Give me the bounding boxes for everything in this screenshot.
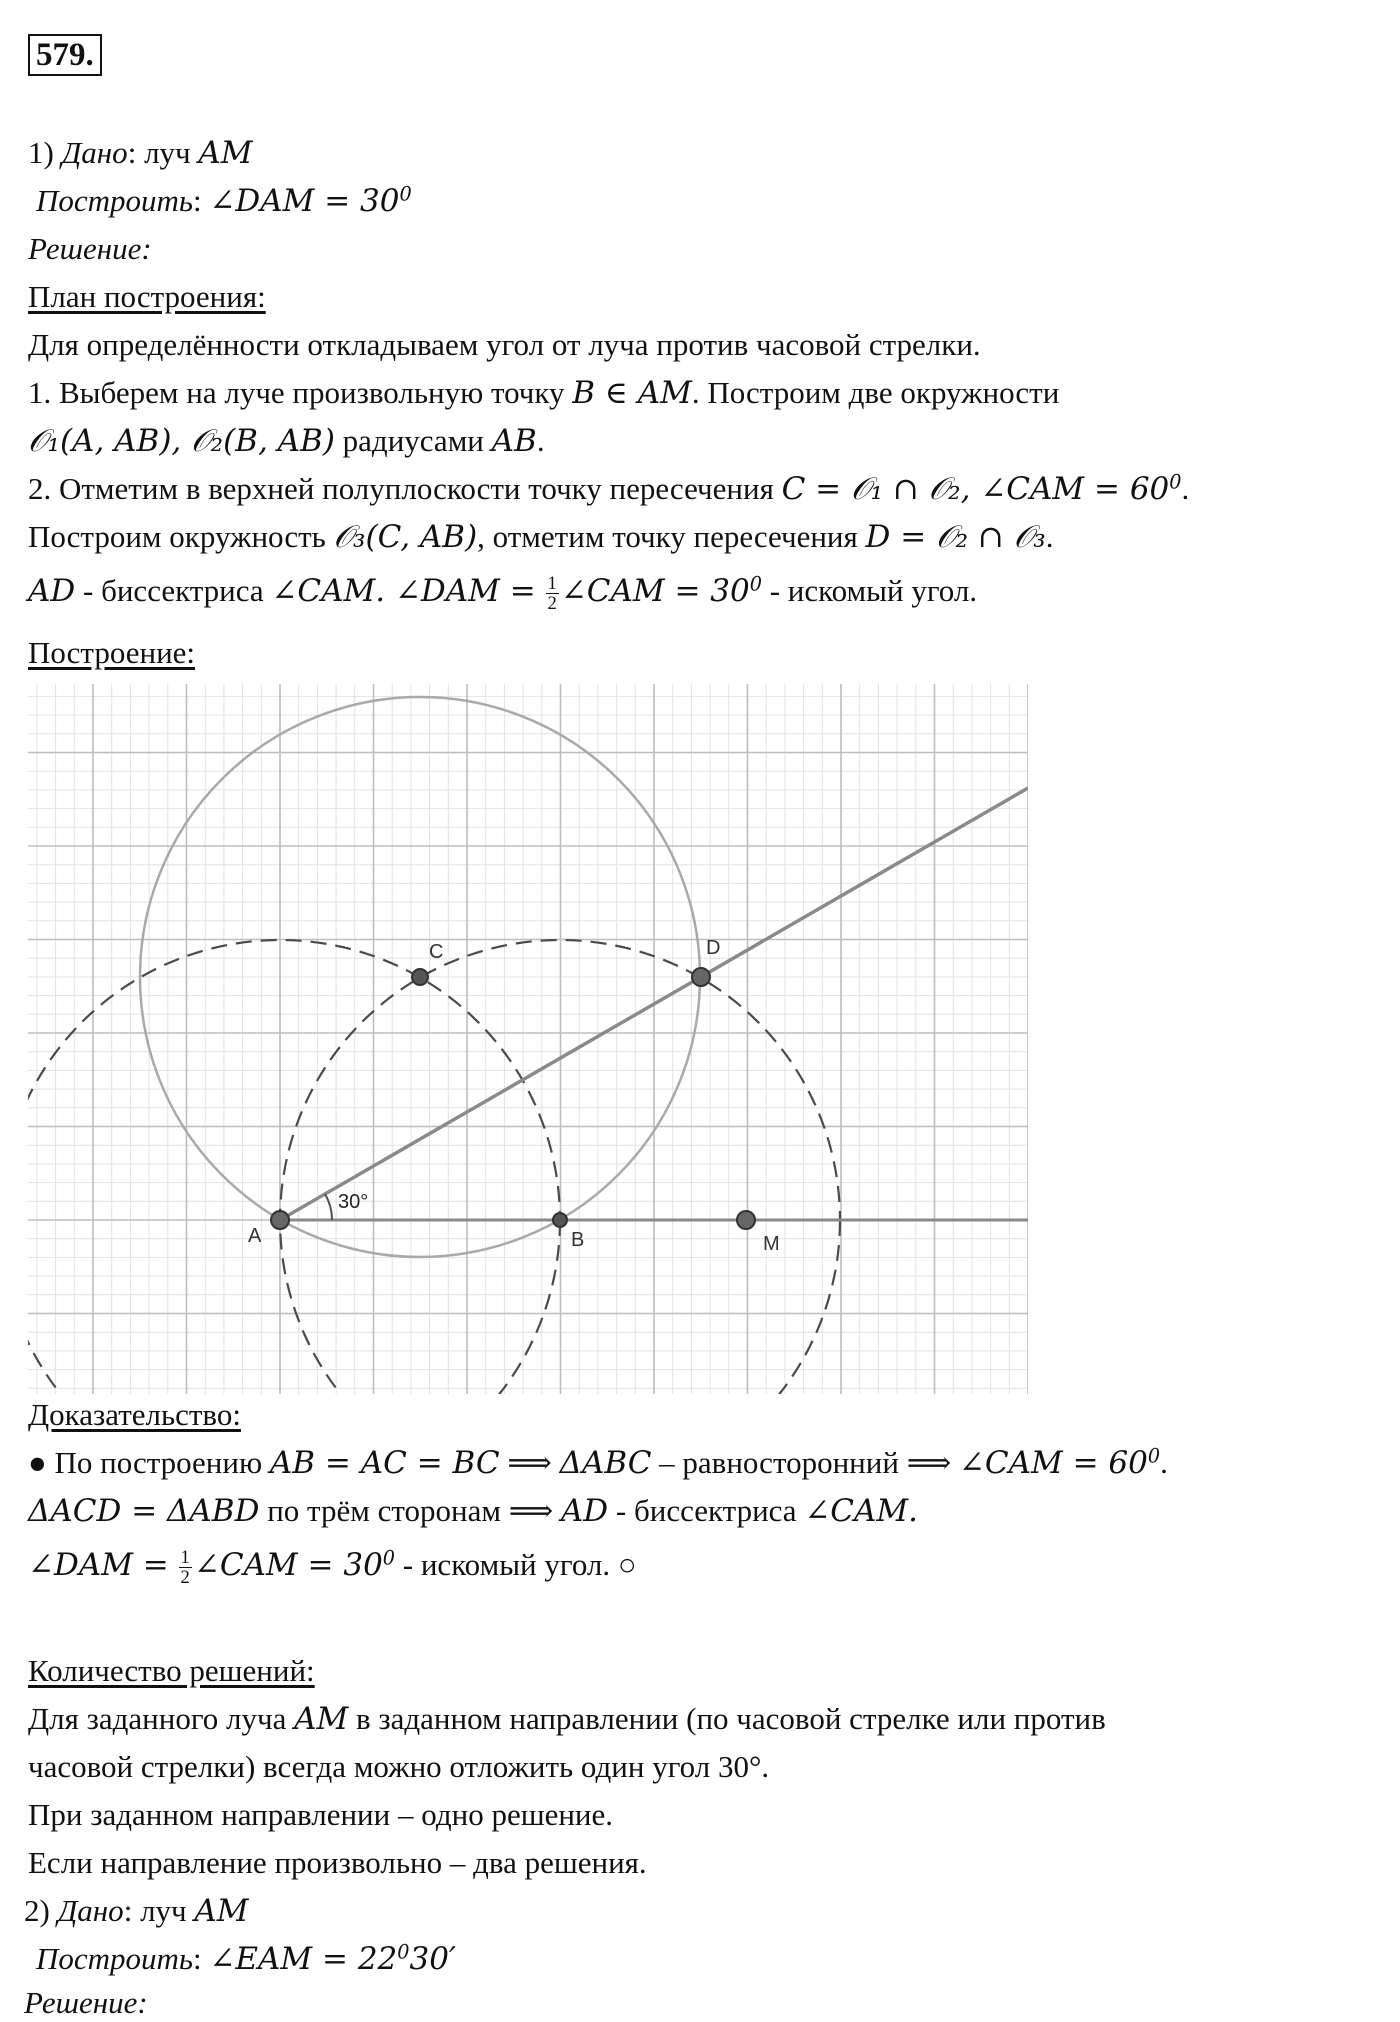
count-line-4: Если направление произвольно – два решения. <box>28 1845 647 1880</box>
proof-line-3: ∠DAM = $\frac{1}{2}$ ∠CAM = $30^0$ - искомый угол. ○ <box>28 1546 637 1589</box>
proof-title: Доказательство: <box>28 1397 241 1432</box>
plan-step-3: AD - биссектриса ∠CAM. ∠DAM = $\frac{1}{2}$ ∠CAM = $30^0$ - искомый угол. <box>28 572 978 615</box>
problem-number: 579. <box>28 34 102 76</box>
fraction-one-half: $\frac{1}{2}$ <box>547 572 557 615</box>
part2-construct-line: Построить: ∠EAM = $22^030'$ <box>36 1940 456 1977</box>
point-m <box>737 1211 755 1229</box>
point-a <box>271 1211 289 1229</box>
part2-given-line: 2) Дано: луч AM <box>24 1893 249 1929</box>
proof-line-2: ΔACD = ΔABD по трём сторонам ⟹ AD - биссектриса ∠CAM. <box>28 1493 919 1529</box>
part2-solution-heading: Решение: <box>24 1985 148 2020</box>
label-b: B <box>571 1229 585 1251</box>
circle-o1-dashed <box>28 940 560 1394</box>
label-c: C <box>429 941 444 963</box>
construct-line: Построить: ∠DAM = $30^0$ <box>36 182 412 219</box>
point-b <box>553 1213 567 1227</box>
proof-line-1: ● По построению AB = AC = BC ⟹ ΔABC – равносторонний ⟹ ∠CAM = $60^0$. <box>28 1444 1168 1481</box>
count-title: Количество решений: <box>28 1653 315 1688</box>
plan-step-2-cont: Построим окружность 𝒪₃(C, AB), отметим точку пересечения D = 𝒪₂ ∩ 𝒪₃. <box>28 519 1054 555</box>
solution-heading: Решение: <box>28 231 152 266</box>
grid-minor <box>28 684 1028 1394</box>
plan-step-2: 2. Отметим в верхней полуплоскости точку пересечения C = 𝒪₁ ∩ 𝒪₂, ∠CAM = $60^0$. <box>28 470 1190 507</box>
count-line-1: Для заданного луча AM в заданном направлении (по часовой стрелке или против <box>28 1701 1106 1737</box>
plan-intro: Для определённости откладываем угол от луча против часовой стрелки. <box>28 327 981 362</box>
label-d: D <box>706 937 721 959</box>
count-line-3: При заданном направлении – одно решение. <box>28 1797 614 1832</box>
plan-step-1-cont: 𝒪₁(A, AB), 𝒪₂(B, AB) радиусами AB. <box>28 423 545 459</box>
plan-title: План построения: <box>28 279 266 314</box>
construction-figure <box>28 684 1028 1394</box>
label-a: A <box>248 1225 262 1247</box>
point-c <box>412 969 428 985</box>
count-line-2: часовой стрелки) всегда можно отложить один угол 30°. <box>28 1749 770 1784</box>
given-line: 1) Дано: луч AM <box>28 135 253 171</box>
fraction-one-half-proof: $\frac{1}{2}$ <box>180 1546 190 1589</box>
angle-label: 30° <box>338 1191 369 1213</box>
construction-title: Построение: <box>28 635 196 670</box>
point-d <box>692 968 710 986</box>
label-m: M <box>763 1233 780 1255</box>
plan-step-1: 1. Выберем на луче произвольную точку B ∈ AM. Построим две окружности <box>28 375 1060 411</box>
angle-arc <box>325 1194 332 1220</box>
